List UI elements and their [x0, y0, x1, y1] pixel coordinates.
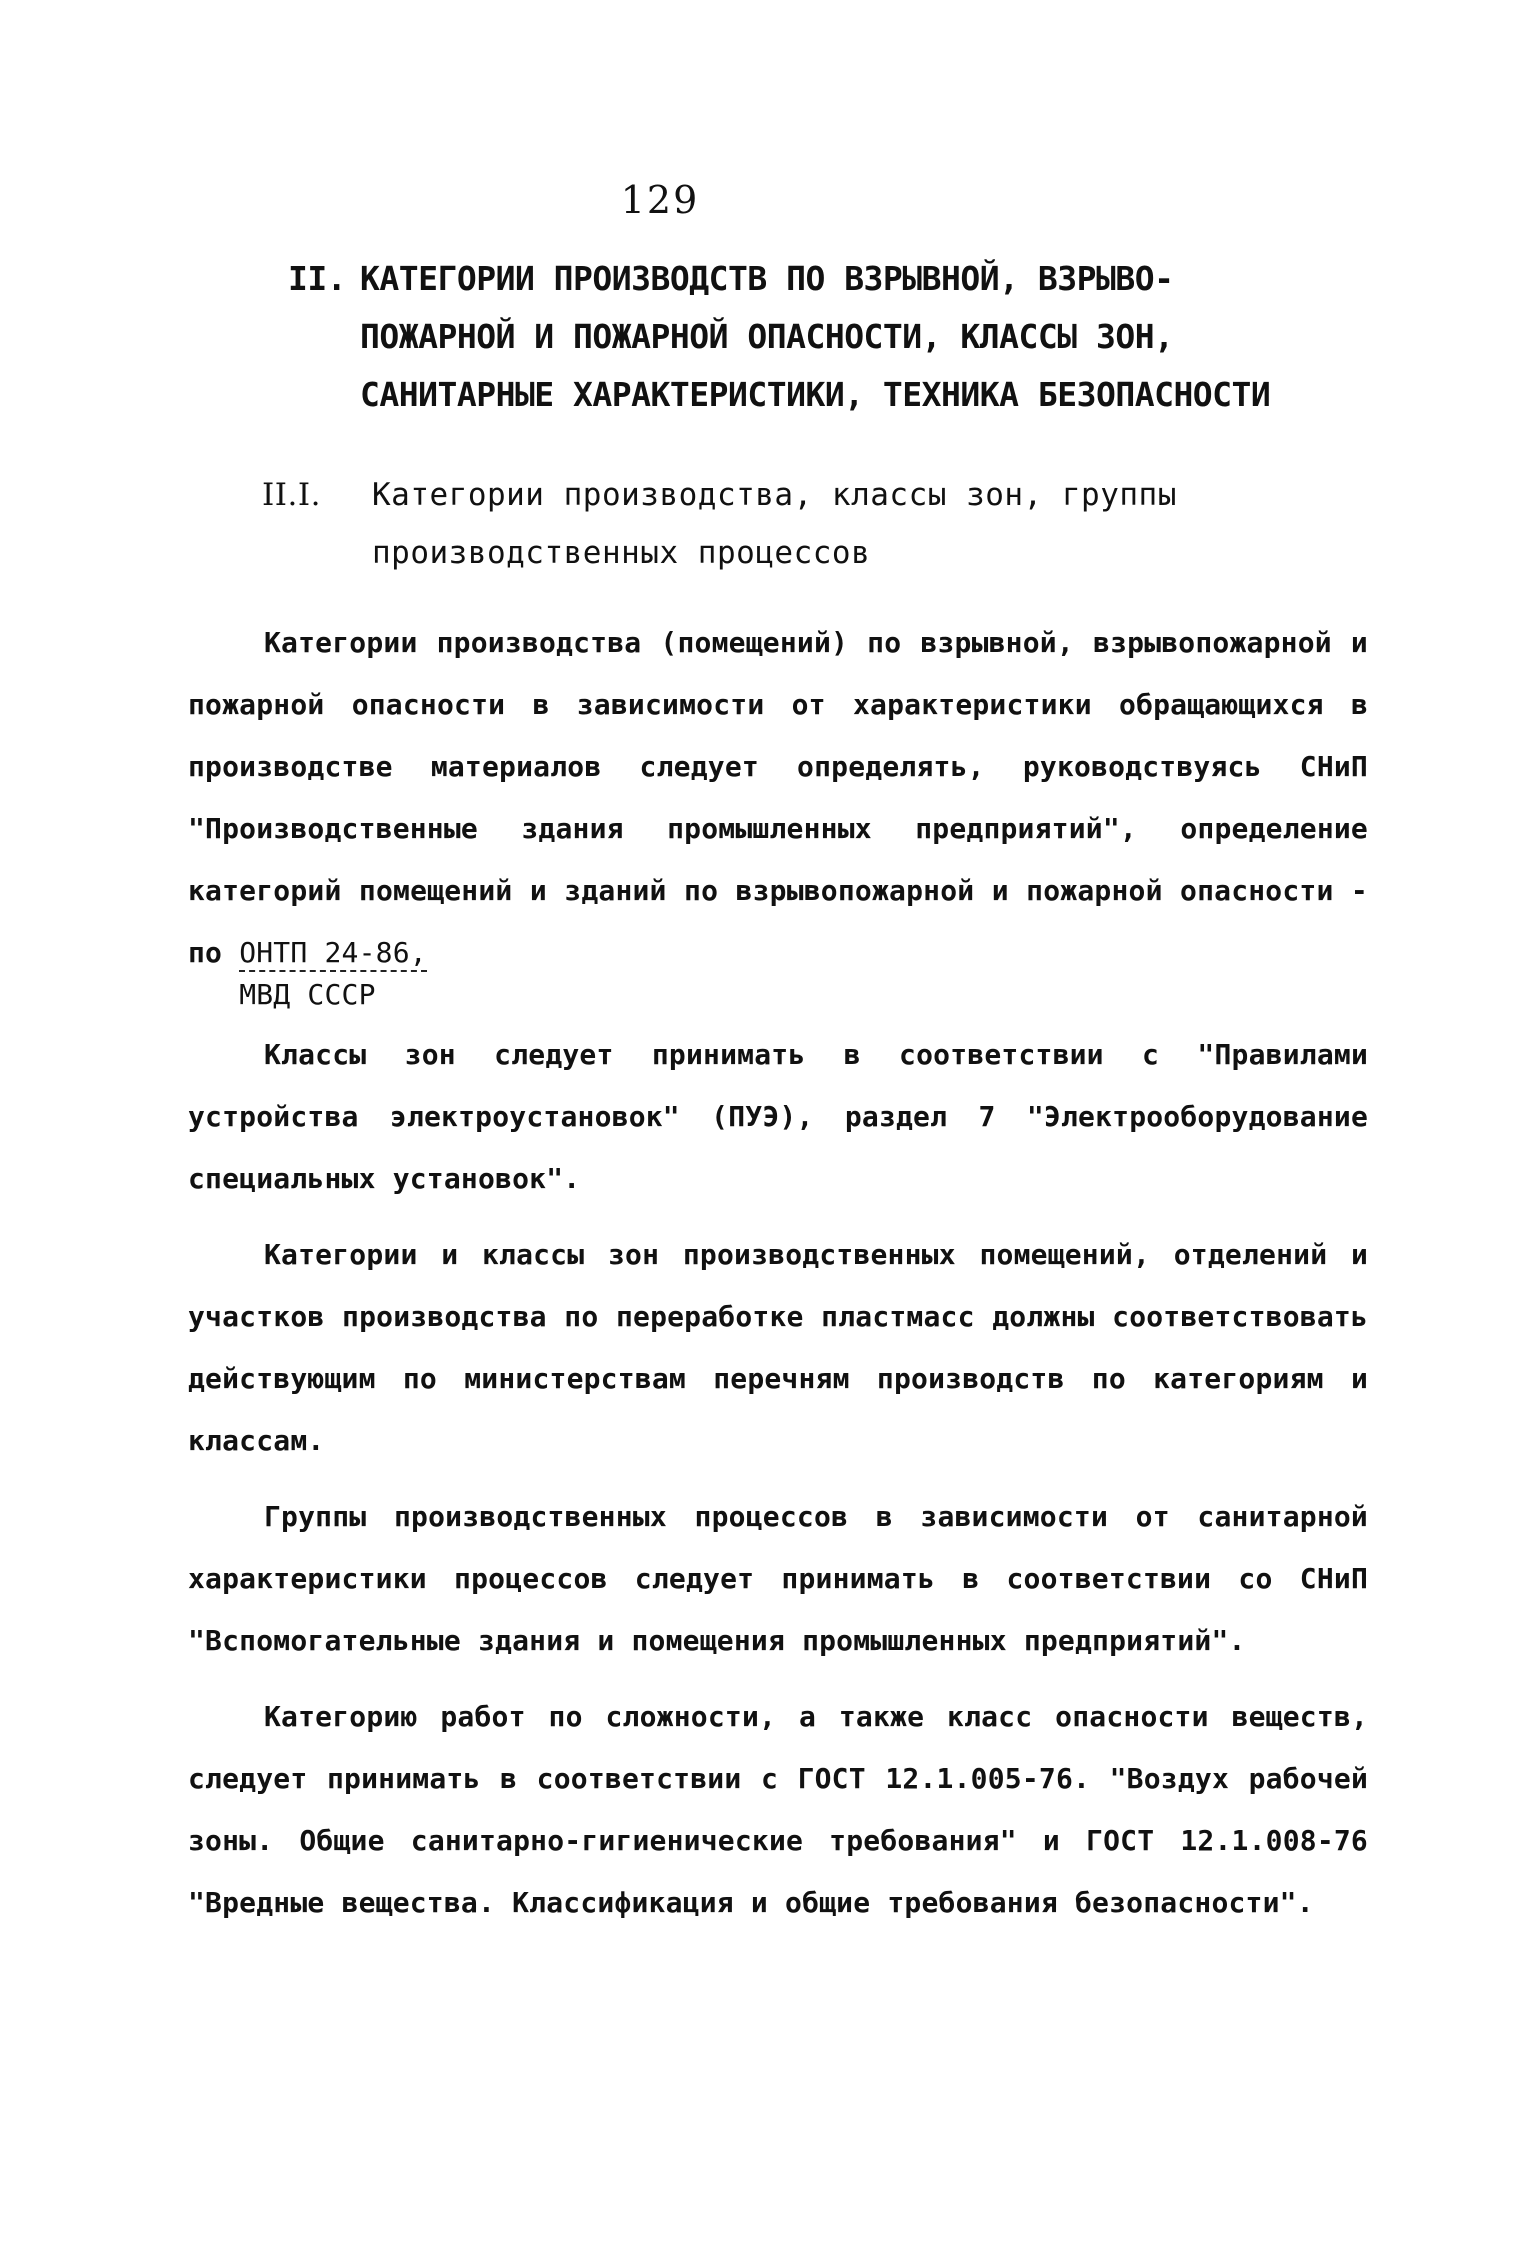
- page-number: 129: [620, 178, 700, 222]
- onp-reference-authority: МВД СССР: [239, 978, 376, 1011]
- subsection-heading-line-2: производственных процессов: [372, 535, 871, 571]
- section-heading-line-2: ПОЖАРНОЙ И ПОЖАРНОЙ ОПАСНОСТИ, КЛАССЫ ЗОН,: [360, 317, 1174, 356]
- paragraph-categories: [188, 612, 1368, 1011]
- paragraph-work-category: Категорию работ по сложности, а также класс опасности веществ, следует принимать в соответствии с ГОСТ 12.1.005-76. "Воздух рабочей зоны. Общие санитарно-гигиенические требования" и ГОСТ 12.1.008-76 "Вредные вещества. Классификация и общие требования безопасности".: [188, 1700, 1368, 1919]
- subsection-heading-line-1: [262, 466, 1322, 524]
- paragraph-categories-text: Категории производства (помещений) по взрывной, взрывопожарной и пожарной опасности в зависимости от характеристики обращающихся в производстве материалов следует определять, руководствуясь СНиП "Производственные здания промышленных предприятий", определение категорий помещений и зданий по взрывопожарной и пожарной опасности - по: [188, 626, 1368, 969]
- section-heading-text-1: КАТЕГОРИИ ПРОИЗВОДСТВ ПО ВЗРЫВНОЙ, ВЗРЫВО-: [360, 259, 1174, 298]
- paragraph-categories-and-classes: Категории и классы зон производственных помещений, отделений и участков производства по переработке пластмасс должны соответствовать действующим по министерствам перечням производств по категориям и классам.: [188, 1238, 1368, 1457]
- body-text: [188, 612, 1368, 1948]
- subsection-number: II.I.: [262, 477, 321, 513]
- subsection-heading-text-1: Категории производства, классы зон, группы: [372, 477, 1177, 513]
- paragraph-zone-classes: Классы зон следует принимать в соответствии с "Правилами устройства электроустановок" (ПУЭ), раздел 7 "Электрооборудование специальных установок".: [188, 1038, 1368, 1195]
- section-heading: [288, 250, 1348, 424]
- section-heading-line-1: [288, 250, 1348, 308]
- section-number: II.: [288, 259, 347, 298]
- paragraph-process-groups: Группы производственных процессов в зависимости от санитарной характеристики процессов следует принимать в соответствии со СНиП "Вспомогательные здания и помещения промышленных предприятий".: [188, 1500, 1368, 1657]
- subsection-heading: [262, 466, 1322, 582]
- onp-reference-code: ОНТП 24-86,: [239, 936, 427, 972]
- section-heading-line-3: САНИТАРНЫЕ ХАРАКТЕРИСТИКИ, ТЕХНИКА БЕЗОПАСНОСТИ: [360, 375, 1271, 414]
- onp-reference: [239, 936, 427, 1011]
